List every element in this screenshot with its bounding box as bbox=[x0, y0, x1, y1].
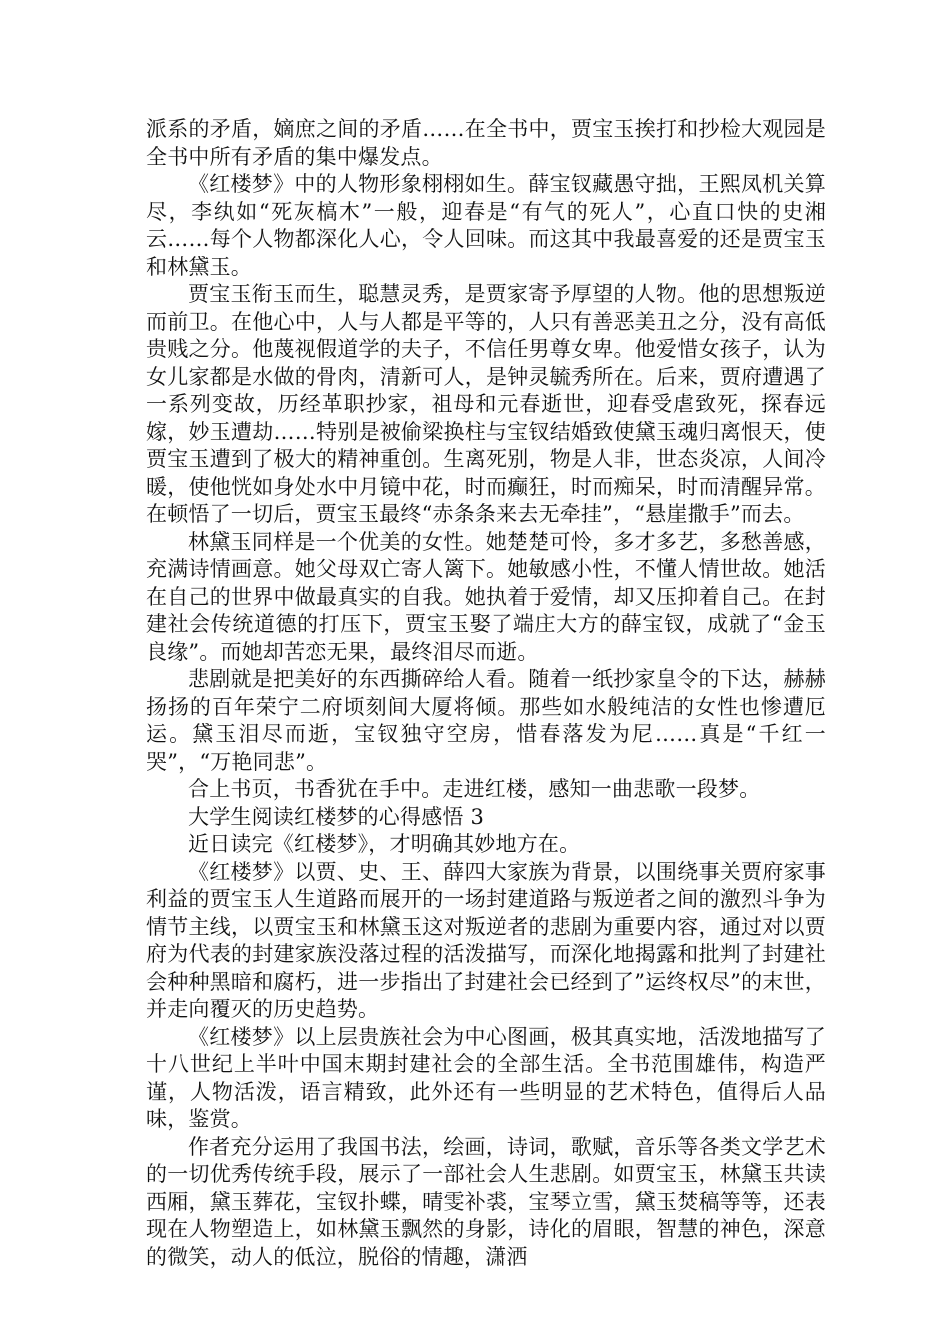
paragraph: 合上书页，书香犹在手中。走进红楼，感知一曲悲歌一段梦。 bbox=[188, 777, 761, 801]
paragraph: 派系的矛盾，嫡庶之间的矛盾……在全书中，贾宝玉挨打和抄检大观园是全书中所有矛盾的集中爆发点。 bbox=[146, 117, 826, 169]
paragraph: 林黛玉同样是一个优美的女性。她楚楚可怜，多才多艺，多愁善感，充满诗情画意。她父母双亡寄人篱下。她敏感小性，不懂人情世故。她活在自己的世界中做最真实的自我。她执着于爱情，却又压抑着自己。在封建社会传统道德的打压下，贾宝玉娶了端庄大方的薛宝钗，成就了“金玉良缘”。而她却苦恋无果，最终泪尽而逝。 bbox=[146, 529, 826, 664]
paragraph: 《红楼梦》以贾、史、王、薛四大家族为背景，以围绕事关贾府家事利益的贾宝玉人生道路而展开的一场封建道路与叛逆者之间的激烈斗争为情节主线，以贾宝玉和林黛玉这对叛逆者的悲剧为重要内容，通过对以贾府为代表的封建家族没落过程的活泼描写，而深化地揭露和批判了封建社会种种黑暗和腐朽，进一步指出了封建社会已经到了”运终权尽”的末世，并走向覆灭的历史趋势。 bbox=[146, 859, 826, 1021]
paragraph: 近日读完《红楼梦》，才明确其妙地方在。 bbox=[188, 832, 581, 856]
document-body bbox=[146, 116, 826, 1271]
paragraph: 贾宝玉衔玉而生，聪慧灵秀，是贾家寄予厚望的人物。他的思想叛逆而前卫。在他心中，人与人都是平等的，人只有善恶美丑之分，没有高低贵贱之分。他蔑视假道学的夫子，不信任男尊女卑。他爱惜女孩子，认为女儿家都是水做的骨肉，清新可人，是钟灵毓秀所在。后来，贾府遭遇了一系列变故，历经革职抄家，祖母和元春逝世，迎春受虐致死，探春远嫁，妙玉遭劫……特别是被偷梁换柱与宝钗结婚致使黛玉魂归离恨天，使贾宝玉遭到了极大的精神重创。生离死别，物是人非，世态炎凉，人间冷暖，使他恍如身处水中月镜中花，时而癫狂，时而痴呆，时而清醒异常。在顿悟了一切后，贾宝玉最终“赤条条来去无牵挂”，“悬崖撒手”而去。 bbox=[146, 282, 826, 526]
section-heading: 大学生阅读红楼梦的心得感悟 3 bbox=[188, 804, 485, 829]
paragraph: 《红楼梦》中的人物形象栩栩如生。薛宝钗藏愚守拙，王熙凤机关算尽，李纨如“死灰槁木”一般，迎春是“有气的死人”，心直口快的史湘云……每个人物都深化人心，令人回味。而这其中我最喜爱的还是贾宝玉和林黛玉。 bbox=[146, 172, 826, 279]
paragraph: 《红楼梦》以上层贵族社会为中心图画，极其真实地，活泼地描写了十八世纪上半叶中国末期封建社会的全部生活。全书范围雄伟，构造严谨，人物活泼，语言精致，此外还有一些明显的艺术特色，值得后人品味，鉴赏。 bbox=[146, 1024, 826, 1131]
paragraph: 作者充分运用了我国书法，绘画，诗词，歌赋，音乐等各类文学艺术的一切优秀传统手段，展示了一部社会人生悲剧。如贾宝玉，林黛玉共读西厢，黛玉葬花，宝钗扑蝶，晴雯补裘，宝琴立雪，黛玉焚稿等等，还表现在人物塑造上，如林黛玉飘然的身影，诗化的眉眼，智慧的神色，深意的微笑，动人的低泣，脱俗的情趣，潇洒 bbox=[146, 1134, 826, 1269]
paragraph: 悲剧就是把美好的东西撕碎给人看。随着一纸抄家皇令的下达，赫赫扬扬的百年荣宁二府顷刻间大厦将倾。那些如水般纯洁的女性也惨遭厄运。黛玉泪尽而逝，宝钗独守空房，惜春落发为尼……真是“千红一哭”，“万艳同悲”。 bbox=[146, 667, 826, 774]
